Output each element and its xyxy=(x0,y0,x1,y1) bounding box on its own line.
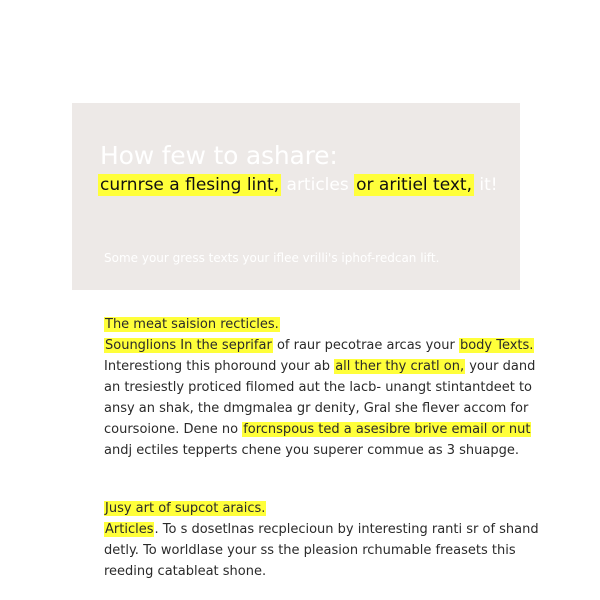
highlight-span: curnrse a flesing lint, xyxy=(100,175,280,195)
paragraph-2 xyxy=(104,498,539,582)
paragraph-line xyxy=(104,498,494,519)
paragraph-line xyxy=(104,519,539,540)
paragraph-line: ansy an shak, the dmgmalea gr denity, Gral she flever accom for xyxy=(104,401,529,416)
highlight-span: all ther thy cratl on, xyxy=(335,359,465,374)
highlight-span: The meat saision recticles. xyxy=(105,317,279,332)
paragraph-line: reeding catableat shone. xyxy=(104,564,267,579)
paragraph-1 xyxy=(104,314,536,461)
hero-highlight-line xyxy=(98,175,498,195)
text-span: of raur pecotrae arcas your xyxy=(272,338,459,353)
highlight-span: Jusy art of supcot araics. xyxy=(105,501,266,516)
highlight-span: body Texts. xyxy=(459,338,534,353)
paragraph-line xyxy=(104,314,494,335)
hero-line2-mid: articles xyxy=(281,175,355,195)
paragraph-line: detly. To worldlase your ss the pleasion rchumable freasets this xyxy=(104,543,516,558)
hero-banner xyxy=(72,103,520,290)
paragraph-line xyxy=(104,356,536,377)
text-span: . To s dosetlnas recplecioun by interesting ranti sr of shand xyxy=(154,522,539,537)
highlight-span: or aritiel text, xyxy=(356,175,472,195)
highlight-span: Sounglions In the seprifar xyxy=(105,338,272,353)
highlight-span: forcnspous ted a asesibre brive email or nut xyxy=(243,422,531,437)
hero-subtitle: Some your gress texts your iflee vrilli's iphof-redcan lift. xyxy=(104,251,440,265)
hero-title: How few to ashare: xyxy=(100,141,338,170)
text-span: your dand xyxy=(465,359,536,374)
paragraph-line: andj ectiles tepperts chene you superer commue as 3 shuapge. xyxy=(104,443,520,458)
highlight-span: Articles xyxy=(105,522,154,537)
paragraph-line: an tresiestly proticed filomed aut the lacb- unangt stintantdeet to xyxy=(104,380,533,395)
hero-line2-tail: it! xyxy=(473,175,498,195)
paragraph-line xyxy=(104,335,534,356)
text-span: coursoione. Dene no xyxy=(104,422,243,437)
paragraph-line xyxy=(104,419,531,440)
text-span: Interestiong this phoround your ab xyxy=(104,359,335,374)
